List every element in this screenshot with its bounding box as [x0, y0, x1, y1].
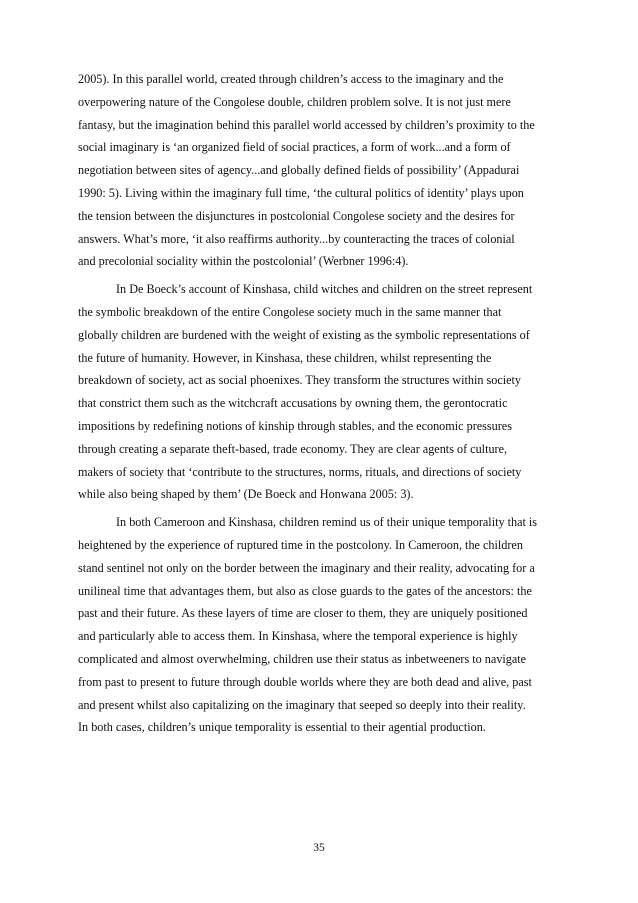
- text-line: past and their future. As these layers of time are closer to them, they are uniquely positioned: [78, 606, 528, 621]
- text-line: and present whilst also capitalizing on the imaginary that seeped so deeply into their reality.: [78, 697, 526, 712]
- text-line: that constrict them such as the witchcraft accusations by owning them, the gerontocratic: [78, 396, 508, 411]
- text-line: In both cases, children’s unique temporality is essential to their agential production.: [78, 720, 486, 735]
- text-line: breakdown of society, act as social phoenixes. They transform the structures within society: [78, 373, 522, 388]
- text-line: 2005). In this parallel world, created through children’s access to the imaginary and the: [78, 72, 504, 86]
- text-line: In De Boeck’s account of Kinshasa, child witches and children on the street represent: [116, 282, 533, 297]
- paragraph-2: [78, 278, 568, 506]
- text-line: makers of society that ‘contribute to the structures, norms, rituals, and directions of society: [78, 464, 522, 479]
- text-line: from past to present to future through double worlds where they are both dead and alive, past: [78, 674, 532, 689]
- text-line: complicated and almost overwhelming, children use their status as inbetweeners to navigate: [78, 651, 527, 666]
- body-text: [78, 68, 568, 739]
- text-line: social imaginary is ‘an organized field of social practices, a form of work...and a form of: [78, 140, 511, 155]
- text-line: stand sentinel not only on the border between the imaginary and their reality, advocating for a: [78, 560, 535, 575]
- page-number: 35: [313, 842, 325, 854]
- text-line: the symbolic breakdown of the entire Congolese society much in the same manner that: [78, 304, 502, 319]
- text-line: 1990: 5). Living within the imaginary full time, ‘the cultural politics of identity’ plays upon: [78, 185, 524, 200]
- text-line: the future of humanity. However, in Kinshasa, these children, whilst representing the: [78, 350, 492, 365]
- text-line: In both Cameroon and Kinshasa, children remind us of their unique temporality that is: [116, 515, 538, 530]
- text-line: unilineal time that advantages them, but also as close guards to the gates of the ancestors: the: [78, 583, 532, 598]
- text-line: negotiation between sites of agency...and globally defined fields of possibility’ (Appadurai: [78, 163, 520, 178]
- text-line: globally children are burdened with the weight of existing as the symbolic representations of: [78, 327, 530, 342]
- text-line: the tension between the disjunctures in postcolonial Congolese society and the desires for: [78, 208, 515, 223]
- text-line: while also being shaped by them’ (De Boeck and Honwana 2005: 3).: [78, 487, 414, 502]
- paragraph-1: [78, 68, 568, 273]
- paragraph-3: [78, 511, 568, 739]
- text-line: overpowering nature of the Congolese double, children problem solve. It is not just mere: [78, 94, 511, 109]
- text-line: and particularly able to access them. In Kinshasa, where the temporal experience is highly: [78, 629, 518, 644]
- text-line: answers. What’s more, ‘it also reaffirms authority...by counteracting the traces of colonial: [78, 231, 515, 246]
- text-line: impositions by redefining notions of kinship through stables, and the economic pressures: [78, 418, 512, 433]
- text-line: and precolonial sociality within the postcolonial’ (Werbner 1996:4).: [78, 254, 409, 269]
- text-line: fantasy, but the imagination behind this parallel world accessed by children’s proximity to the: [78, 117, 535, 132]
- text-line: heightened by the experience of ruptured time in the postcolony. In Cameroon, the children: [78, 537, 523, 552]
- text-line: through creating a separate theft-based, trade economy. They are clear agents of culture,: [78, 441, 508, 456]
